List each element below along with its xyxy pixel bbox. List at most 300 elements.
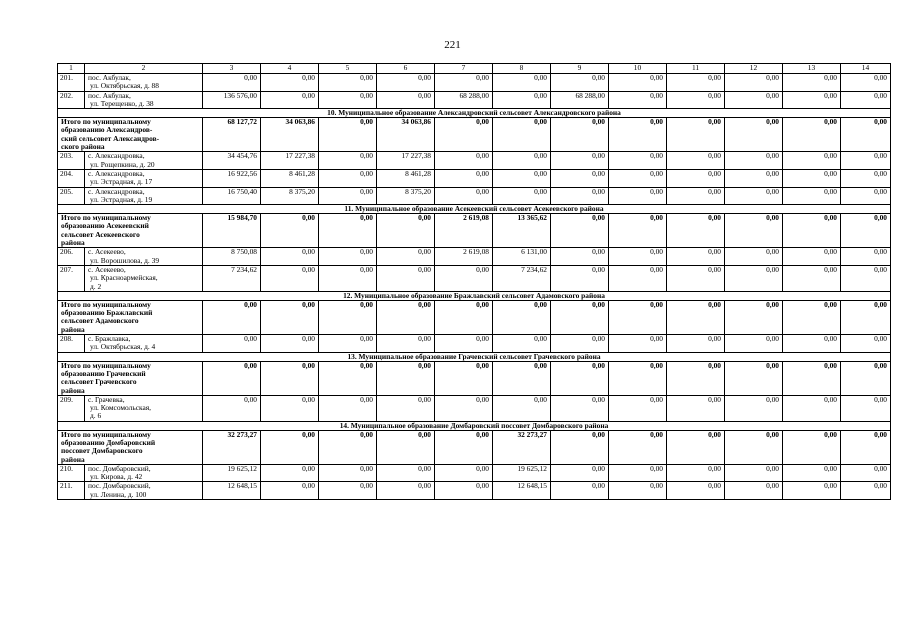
total-label-line: района — [61, 324, 85, 334]
address-line: с. Александровка, — [88, 187, 145, 196]
amount-cell: 0,00 — [435, 187, 493, 205]
amount-cell: 0,00 — [377, 265, 435, 291]
address-cell — [85, 265, 203, 291]
amount-cell: 0,00 — [377, 300, 435, 334]
amount-cell: 0,00 — [377, 482, 435, 500]
amount-cell: 32 273,27 — [493, 430, 551, 464]
row-number: 208. — [58, 335, 85, 353]
amount-cell: 0,00 — [319, 248, 377, 266]
address-line: ул. Октябрьская, д. 4 — [90, 342, 156, 352]
amount-cell: 0,00 — [609, 187, 667, 205]
amount-cell: 0,00 — [261, 214, 319, 248]
address-line: ул. Октябрьская, д. 88 — [90, 81, 159, 91]
amount-cell: 12 648,15 — [493, 482, 551, 500]
amount-cell: 0,00 — [783, 248, 841, 266]
amount-cell: 0,00 — [319, 361, 377, 395]
total-label — [58, 214, 203, 248]
total-label — [58, 361, 203, 395]
total-label-line: ского района — [61, 142, 105, 152]
address-line: с. Бражлавка, — [88, 334, 131, 344]
amount-cell: 0,00 — [667, 248, 725, 266]
column-number: 13 — [783, 64, 841, 74]
amount-cell: 0,00 — [261, 395, 319, 421]
amount-cell: 0,00 — [493, 91, 551, 109]
amount-cell: 0,00 — [319, 395, 377, 421]
row-number: 207. — [58, 265, 85, 291]
table-row — [58, 265, 891, 291]
amount-cell: 0,00 — [609, 335, 667, 353]
column-number: 12 — [725, 64, 783, 74]
amount-cell: 0,00 — [551, 395, 609, 421]
amount-cell: 0,00 — [435, 395, 493, 421]
amount-cell: 0,00 — [551, 361, 609, 395]
amount-cell: 0,00 — [493, 169, 551, 187]
amount-cell: 0,00 — [783, 91, 841, 109]
amount-cell: 0,00 — [609, 265, 667, 291]
amount-cell: 0,00 — [261, 361, 319, 395]
amount-cell: 0,00 — [261, 335, 319, 353]
amount-cell: 0,00 — [783, 430, 841, 464]
amount-cell: 0,00 — [551, 74, 609, 92]
total-row — [58, 214, 891, 248]
amount-cell: 0,00 — [551, 214, 609, 248]
amount-cell: 0,00 — [493, 118, 551, 152]
total-label-line: образованию Грачевский — [61, 368, 146, 378]
amount-cell: 0,00 — [667, 74, 725, 92]
address-line: пос. Домбаровский, — [88, 481, 151, 491]
section-title: 14. Муниципальное образование Домбаровский поссовет Домбаровского района — [58, 421, 891, 430]
amount-cell: 0,00 — [377, 395, 435, 421]
amount-cell: 34 063,86 — [377, 118, 435, 152]
amount-cell: 0,00 — [725, 300, 783, 334]
amount-cell: 0,00 — [841, 91, 891, 109]
amount-cell: 0,00 — [203, 335, 261, 353]
address-line: ул. Кирова, д. 42 — [90, 472, 143, 482]
row-number: 204. — [58, 169, 85, 187]
amount-cell: 0,00 — [725, 335, 783, 353]
amount-cell: 0,00 — [725, 118, 783, 152]
amount-cell: 0,00 — [783, 464, 841, 482]
total-label-line: района — [61, 385, 85, 395]
amount-cell: 136 576,00 — [203, 91, 261, 109]
amount-cell: 0,00 — [783, 214, 841, 248]
amount-cell: 0,00 — [783, 395, 841, 421]
section-heading-row — [58, 205, 891, 214]
amount-cell: 0,00 — [435, 335, 493, 353]
amount-cell: 0,00 — [667, 214, 725, 248]
address-cell — [85, 91, 203, 109]
amount-cell: 0,00 — [551, 482, 609, 500]
column-number: 11 — [667, 64, 725, 74]
table-row — [58, 464, 891, 482]
amount-cell: 0,00 — [725, 265, 783, 291]
amount-cell: 0,00 — [493, 187, 551, 205]
amount-cell: 0,00 — [725, 214, 783, 248]
amount-cell: 0,00 — [783, 74, 841, 92]
table-row — [58, 152, 891, 170]
amount-cell: 0,00 — [783, 335, 841, 353]
amount-cell: 0,00 — [435, 74, 493, 92]
amount-cell: 0,00 — [783, 361, 841, 395]
amount-cell: 0,00 — [841, 395, 891, 421]
address-line: пос. Акбулак, — [88, 73, 131, 82]
amount-cell: 0,00 — [841, 152, 891, 170]
total-label-line: ский сельсовет Александров- — [61, 133, 160, 143]
amount-cell: 0,00 — [667, 395, 725, 421]
row-number: 209. — [58, 395, 85, 421]
amount-cell: 0,00 — [319, 152, 377, 170]
table-body — [58, 64, 891, 500]
amount-cell: 0,00 — [725, 248, 783, 266]
amount-cell: 0,00 — [667, 118, 725, 152]
amount-cell: 0,00 — [261, 464, 319, 482]
amount-cell: 0,00 — [551, 187, 609, 205]
address-line: ул. Комсомольская, — [90, 403, 152, 413]
amount-cell: 0,00 — [783, 118, 841, 152]
amount-cell: 0,00 — [667, 361, 725, 395]
total-row — [58, 361, 891, 395]
amount-cell: 0,00 — [725, 464, 783, 482]
amount-cell: 7 234,62 — [203, 265, 261, 291]
amount-cell: 0,00 — [609, 74, 667, 92]
amount-cell: 0,00 — [203, 74, 261, 92]
amount-cell: 0,00 — [841, 482, 891, 500]
section-heading-row — [58, 291, 891, 300]
total-label-line: образованию Александров- — [61, 125, 153, 135]
amount-cell: 0,00 — [377, 91, 435, 109]
amount-cell: 0,00 — [551, 464, 609, 482]
amount-cell: 8 375,20 — [261, 187, 319, 205]
amount-cell: 15 984,70 — [203, 214, 261, 248]
column-number: 9 — [551, 64, 609, 74]
amount-cell: 0,00 — [319, 214, 377, 248]
address-line: пос. Акбулак, — [88, 91, 131, 100]
total-label-line: образованию Асекеевский — [61, 221, 149, 231]
column-number: 1 — [58, 64, 85, 74]
amount-cell: 0,00 — [319, 91, 377, 109]
amount-cell: 0,00 — [783, 482, 841, 500]
amount-cell: 68 127,72 — [203, 118, 261, 152]
row-number: 206. — [58, 248, 85, 266]
amount-cell: 0,00 — [377, 248, 435, 266]
address-line: с. Александровка, — [88, 169, 145, 178]
amount-cell: 0,00 — [435, 361, 493, 395]
total-label — [58, 118, 203, 152]
amount-cell: 0,00 — [609, 464, 667, 482]
amount-cell: 0,00 — [203, 300, 261, 334]
amount-cell: 0,00 — [667, 482, 725, 500]
amount-cell: 0,00 — [551, 152, 609, 170]
column-number: 3 — [203, 64, 261, 74]
column-number: 5 — [319, 64, 377, 74]
amount-cell: 0,00 — [493, 335, 551, 353]
amount-cell: 0,00 — [319, 482, 377, 500]
address-line: ул. Эстрадная, д. 19 — [90, 194, 153, 204]
amount-cell: 0,00 — [725, 430, 783, 464]
amount-cell: 0,00 — [783, 187, 841, 205]
amount-cell: 0,00 — [667, 300, 725, 334]
total-label-line: Итого по муниципальному — [61, 117, 151, 127]
amount-cell: 0,00 — [319, 169, 377, 187]
amount-cell: 0,00 — [493, 74, 551, 92]
amount-cell: 16 750,40 — [203, 187, 261, 205]
table-row — [58, 395, 891, 421]
address-line: с. Асекеево, — [88, 247, 126, 257]
address-line: ул. Красноармейская, — [90, 273, 158, 283]
amount-cell: 0,00 — [667, 91, 725, 109]
amount-cell: 0,00 — [841, 335, 891, 353]
total-label — [58, 430, 203, 464]
amount-cell: 0,00 — [841, 169, 891, 187]
amount-cell: 0,00 — [377, 74, 435, 92]
amount-cell: 17 227,38 — [377, 152, 435, 170]
address-cell — [85, 152, 203, 170]
section-title: 11. Муниципальное образование Асекеевский сельсовет Асекеевского района — [58, 205, 891, 214]
amount-cell: 0,00 — [667, 152, 725, 170]
amount-cell: 0,00 — [841, 361, 891, 395]
column-number: 14 — [841, 64, 891, 74]
amount-cell: 0,00 — [609, 430, 667, 464]
amount-cell: 0,00 — [609, 91, 667, 109]
total-label-line: Итого по муниципальному — [61, 300, 151, 309]
address-line: с. Грачевка, — [88, 395, 125, 404]
amount-cell: 0,00 — [725, 187, 783, 205]
column-number: 6 — [377, 64, 435, 74]
column-number: 8 — [493, 64, 551, 74]
amount-cell: 0,00 — [783, 169, 841, 187]
amount-cell: 0,00 — [319, 74, 377, 92]
address-cell — [85, 248, 203, 266]
amount-cell: 0,00 — [261, 430, 319, 464]
amount-cell: 12 648,15 — [203, 482, 261, 500]
table-row — [58, 482, 891, 500]
amount-cell: 0,00 — [667, 169, 725, 187]
amount-cell: 68 288,00 — [551, 91, 609, 109]
amount-cell: 0,00 — [841, 265, 891, 291]
column-number: 2 — [85, 64, 203, 74]
total-label-line: Итого по муниципальному — [61, 213, 151, 223]
amount-cell: 0,00 — [319, 430, 377, 464]
amount-cell: 0,00 — [551, 248, 609, 266]
amount-cell: 0,00 — [261, 248, 319, 266]
address-line: ул. Ленина, д. 100 — [90, 489, 147, 499]
amount-cell: 0,00 — [725, 91, 783, 109]
amount-cell: 0,00 — [203, 361, 261, 395]
amount-cell: 0,00 — [551, 118, 609, 152]
amount-cell: 0,00 — [435, 152, 493, 170]
total-label-line: образованию Бражлавский — [61, 308, 153, 318]
amount-cell: 0,00 — [841, 118, 891, 152]
amount-cell: 2 619,08 — [435, 214, 493, 248]
amount-cell: 0,00 — [609, 248, 667, 266]
amount-cell: 34 063,86 — [261, 118, 319, 152]
amount-cell: 0,00 — [377, 430, 435, 464]
amount-cell: 19 625,12 — [493, 464, 551, 482]
amount-cell: 0,00 — [725, 395, 783, 421]
amount-cell: 0,00 — [609, 118, 667, 152]
amount-cell: 0,00 — [725, 482, 783, 500]
total-row — [58, 430, 891, 464]
row-number: 203. — [58, 152, 85, 170]
row-number: 205. — [58, 187, 85, 205]
amount-cell: 0,00 — [667, 187, 725, 205]
table-row — [58, 74, 891, 92]
amount-cell: 0,00 — [783, 300, 841, 334]
total-label-line: Итого по муниципальному — [61, 430, 151, 439]
address-line: ул. Ворошилова, д. 39 — [90, 255, 160, 265]
address-line: д. 2 — [90, 281, 102, 291]
amount-cell: 0,00 — [783, 265, 841, 291]
amount-cell: 2 619,08 — [435, 248, 493, 266]
address-line: пос. Домбаровский, — [88, 464, 151, 473]
address-cell — [85, 169, 203, 187]
table-row — [58, 187, 891, 205]
amount-cell: 8 461,28 — [377, 169, 435, 187]
amount-cell: 0,00 — [435, 118, 493, 152]
section-heading-row — [58, 421, 891, 430]
amount-cell: 13 365,62 — [493, 214, 551, 248]
total-label-line: образованию Домбаровский — [61, 437, 156, 447]
address-cell — [85, 395, 203, 421]
address-cell — [85, 335, 203, 353]
amount-cell: 0,00 — [551, 169, 609, 187]
row-number: 210. — [58, 464, 85, 482]
amount-cell: 0,00 — [609, 361, 667, 395]
amount-cell: 0,00 — [261, 300, 319, 334]
amount-cell: 0,00 — [841, 214, 891, 248]
total-label-line: района — [61, 454, 85, 464]
amount-cell: 0,00 — [667, 430, 725, 464]
total-label-line: сельсовет Асекеевского — [61, 229, 140, 239]
amount-cell: 0,00 — [261, 265, 319, 291]
table-row — [58, 91, 891, 109]
amount-cell: 0,00 — [551, 300, 609, 334]
amount-cell: 19 625,12 — [203, 464, 261, 482]
column-number: 4 — [261, 64, 319, 74]
amount-cell: 0,00 — [783, 152, 841, 170]
amount-cell: 0,00 — [841, 187, 891, 205]
budget-table — [57, 63, 891, 500]
table-row — [58, 248, 891, 266]
amount-cell: 0,00 — [609, 395, 667, 421]
amount-cell: 0,00 — [493, 152, 551, 170]
address-cell — [85, 482, 203, 500]
amount-cell: 0,00 — [667, 335, 725, 353]
section-title: 12. Муниципальное образование Бражлавский сельсовет Адамовского района — [58, 291, 891, 300]
total-label-line: района — [61, 238, 85, 248]
amount-cell: 0,00 — [319, 265, 377, 291]
amount-cell: 0,00 — [377, 464, 435, 482]
amount-cell: 0,00 — [841, 464, 891, 482]
table-row — [58, 335, 891, 353]
amount-cell: 0,00 — [667, 265, 725, 291]
row-number: 202. — [58, 91, 85, 109]
amount-cell: 0,00 — [667, 464, 725, 482]
amount-cell: 0,00 — [609, 300, 667, 334]
amount-cell: 0,00 — [435, 430, 493, 464]
total-label-line: поссовет Домбаровского — [61, 446, 143, 456]
amount-cell: 6 131,00 — [493, 248, 551, 266]
address-line: ул. Эстрадная, д. 17 — [90, 177, 153, 187]
total-row — [58, 300, 891, 334]
amount-cell: 0,00 — [261, 482, 319, 500]
amount-cell: 0,00 — [551, 335, 609, 353]
amount-cell: 0,00 — [261, 91, 319, 109]
table-row — [58, 169, 891, 187]
amount-cell: 0,00 — [377, 214, 435, 248]
amount-cell: 0,00 — [435, 482, 493, 500]
amount-cell: 0,00 — [493, 300, 551, 334]
amount-cell: 7 234,62 — [493, 265, 551, 291]
amount-cell: 0,00 — [377, 361, 435, 395]
address-line: ул. Терещенко, д. 38 — [90, 98, 154, 108]
section-title: 10. Муниципальное образование Александровский сельсовет Александровского района — [58, 109, 891, 118]
section-title: 13. Муниципальное образование Грачевский сельсовет Грачевского района — [58, 352, 891, 361]
amount-cell: 34 454,76 — [203, 152, 261, 170]
amount-cell: 8 375,20 — [377, 187, 435, 205]
total-label-line: сельсовет Грачевского — [61, 377, 137, 387]
amount-cell: 0,00 — [319, 464, 377, 482]
address-line: д. 6 — [90, 411, 102, 421]
amount-cell: 0,00 — [609, 214, 667, 248]
amount-cell: 0,00 — [435, 265, 493, 291]
amount-cell: 68 288,00 — [435, 91, 493, 109]
amount-cell: 0,00 — [725, 74, 783, 92]
amount-cell: 0,00 — [319, 335, 377, 353]
address-line: с. Александровка, — [88, 151, 145, 161]
total-label-line: Итого по муниципальному — [61, 361, 151, 370]
address-line: с. Асекеево, — [88, 265, 126, 274]
amount-cell: 0,00 — [841, 300, 891, 334]
amount-cell: 0,00 — [319, 300, 377, 334]
amount-cell: 0,00 — [841, 430, 891, 464]
amount-cell: 0,00 — [203, 395, 261, 421]
amount-cell: 17 227,38 — [261, 152, 319, 170]
amount-cell: 0,00 — [841, 74, 891, 92]
column-number: 10 — [609, 64, 667, 74]
amount-cell: 8 750,08 — [203, 248, 261, 266]
amount-cell: 0,00 — [435, 464, 493, 482]
amount-cell: 0,00 — [377, 335, 435, 353]
section-heading-row — [58, 109, 891, 118]
address-line: ул. Рощепкина, д. 20 — [90, 159, 155, 169]
amount-cell: 0,00 — [319, 118, 377, 152]
total-row — [58, 118, 891, 152]
amount-cell: 0,00 — [725, 152, 783, 170]
total-label-line: сельсовет Адамовского — [61, 316, 139, 326]
row-number: 201. — [58, 74, 85, 92]
amount-cell: 0,00 — [493, 361, 551, 395]
amount-cell: 0,00 — [435, 300, 493, 334]
address-cell — [85, 74, 203, 92]
column-number: 7 — [435, 64, 493, 74]
amount-cell: 0,00 — [493, 395, 551, 421]
column-number-header — [58, 64, 891, 74]
amount-cell: 0,00 — [261, 74, 319, 92]
amount-cell: 8 461,28 — [261, 169, 319, 187]
amount-cell: 0,00 — [609, 152, 667, 170]
amount-cell: 16 922,56 — [203, 169, 261, 187]
amount-cell: 32 273,27 — [203, 430, 261, 464]
row-number: 211. — [58, 482, 85, 500]
amount-cell: 0,00 — [609, 169, 667, 187]
amount-cell: 0,00 — [725, 361, 783, 395]
amount-cell: 0,00 — [841, 248, 891, 266]
total-label — [58, 300, 203, 334]
page-number: 221 — [444, 39, 461, 51]
amount-cell: 0,00 — [551, 430, 609, 464]
amount-cell: 0,00 — [609, 482, 667, 500]
